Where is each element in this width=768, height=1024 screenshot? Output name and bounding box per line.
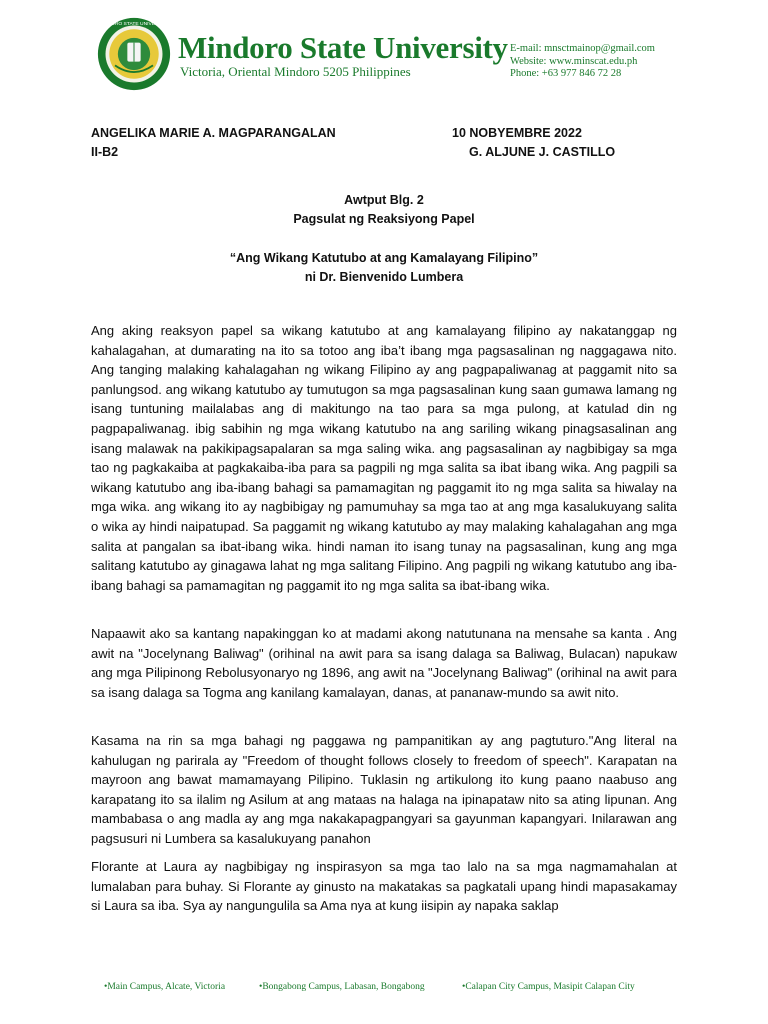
contact-phone: Phone: +63 977 846 72 28 — [510, 68, 622, 79]
student-name: ANGELIKA MARIE A. MAGPARANGALAN — [91, 126, 336, 140]
work-title: “Ang Wikang Katutubo at ang Kamalayang Filipino” — [229, 251, 539, 265]
university-name: Mindoro State University — [178, 30, 508, 65]
paragraph-4: Florante at Laura ay nagbibigay ng inspirasyon sa mga tao lalo na sa mga nagmamahalan at lumalaban para buhay. Si Florante ay ginusto na makatakas sa pagkatali upang hindi mapasakamay si Laura sa iba. Sya ay nangungulila sa Ama nya at kung iisipin ay napaka saklap — [91, 859, 677, 914]
paper-type: Pagsulat ng Reaksiyong Papel — [293, 212, 475, 226]
footer-campus-calapan: •Calapan City Campus, Masipit Calapan City — [462, 982, 635, 992]
output-number: Awtput Blg. 2 — [344, 193, 424, 207]
work-author: ni Dr. Bienvenido Lumbera — [304, 270, 464, 284]
paragraph-2: Napaawit ako sa kantang napakinggan ko at madami akong natutunana na mensahe sa kanta . Ang awit na "Jocelynang Baliwag" (orihinal na awit para sa isang dalaga sa Baliwag, Bulacan) napukaw ang mga Pilipinong Rebolusyonaryo ng 1896, ang awit na "Jocelynang Baliwag" (orihinal na awit para sa isang dalaga sa Togma ang kanilang kamalayan, danas, at pananaw-mundo sa awit nito. — [91, 626, 677, 700]
paragraph-3: Kasama na rin sa mga bahagi ng paggawa ng pampanitikan ay ang pagtuturo."Ang literal na kahulugan ng parirala ay "Freedom of thought follows closely to freedom of speech". Karapatan na mayroon ang bawat mamamayang Pilipino. Tuklasin ng artikulong ito kung paano naabuso ang karapatang ito sa ilalim ng Asilum at ang mataas na halaga na ipinapataw nito sa ating lipunan. Ang mambabasa o ang madla ay ang mga nakakapagpangyari sa gayunman kapangyari. Inilarawan ang pagsusuri ni Lumbera sa kasalukuyang panahon — [91, 733, 677, 846]
teacher-name: G. ALJUNE J. CASTILLO — [469, 145, 616, 159]
footer-campus-main: •Main Campus, Alcate, Victoria — [104, 982, 226, 992]
university-seal-logo — [96, 16, 172, 92]
footer-campus-bongabong: •Bongabong Campus, Labasan, Bongabong — [259, 982, 425, 992]
contact-block — [510, 43, 655, 81]
contact-email: E-mail: mnsctmainop@gmail.com — [510, 43, 655, 54]
svg-text:MINDORO STATE UNIVERSITY: MINDORO STATE UNIVERSITY — [98, 22, 170, 28]
paragraph-1: Ang aking reaksyon papel sa wikang katutubo at ang kamalayang filipino ay nakatanggap ng kahalagahan, at dumarating na ito sa totoo ang iba’t ibang mga pagsasalinan ng naggagawa nito. Ang tanging malaking kahalagahan ng wikang Filipino ay ang pagpapaliwanag at paggamit nito sa panlungsod. ang wikang katutubo ay tumutugon sa mga pagsasalinan kung saan gumawa lamang ng isang tuntuning mailalabas ang di makitungo na tao para sa mga pulong, at katulad din ng pagpapaliwanag. ibig sabihin ng mga wikang katutubo na ang sariling wikang pinagsasalinan ang isang malawak na pakikipagsapalaran sa mga saling wika. ang pagsasalinan ay nagbibigay sa mga tao ng pagkakaiba at pagkakaiba-iba para sa pagpili ng mga salita sa ibat ibang wika. Ang pagpili sa wikang katutubo ang iba-ibang bahagi sa pamamagitan ng paggamit ito ng mga salita sa hiwalay na mga wika. ang wikang ito ay nagbibigay ng pamumuhay sa mga tao at ang mga kasalukuyang salita o wika ay hindi naipatupad. Sa paggamit ng wikang katutubo ay may malaking kahalagahan ang mga salita at pangalan sa ibat-ibang wika. hindi naman ito isang tunay na pagsasalinan, kung ang mga salitang katutubo ay ginagawa lahat ng mga salitang Filipino. Ang pagpili ng wikang katutubo ang iba-ibang bahagi sa pamamagitan ng paggamit ito ng mga salita sa ibat-ibang wika. — [91, 323, 677, 593]
contact-website: Website: www.minscat.edu.ph — [510, 55, 638, 67]
university-address: Victoria, Oriental Mindoro 5205 Philippines — [180, 64, 411, 79]
date-label: 10 NOBYEMBRE 2022 — [452, 126, 582, 140]
section-label: II-B2 — [91, 145, 119, 159]
